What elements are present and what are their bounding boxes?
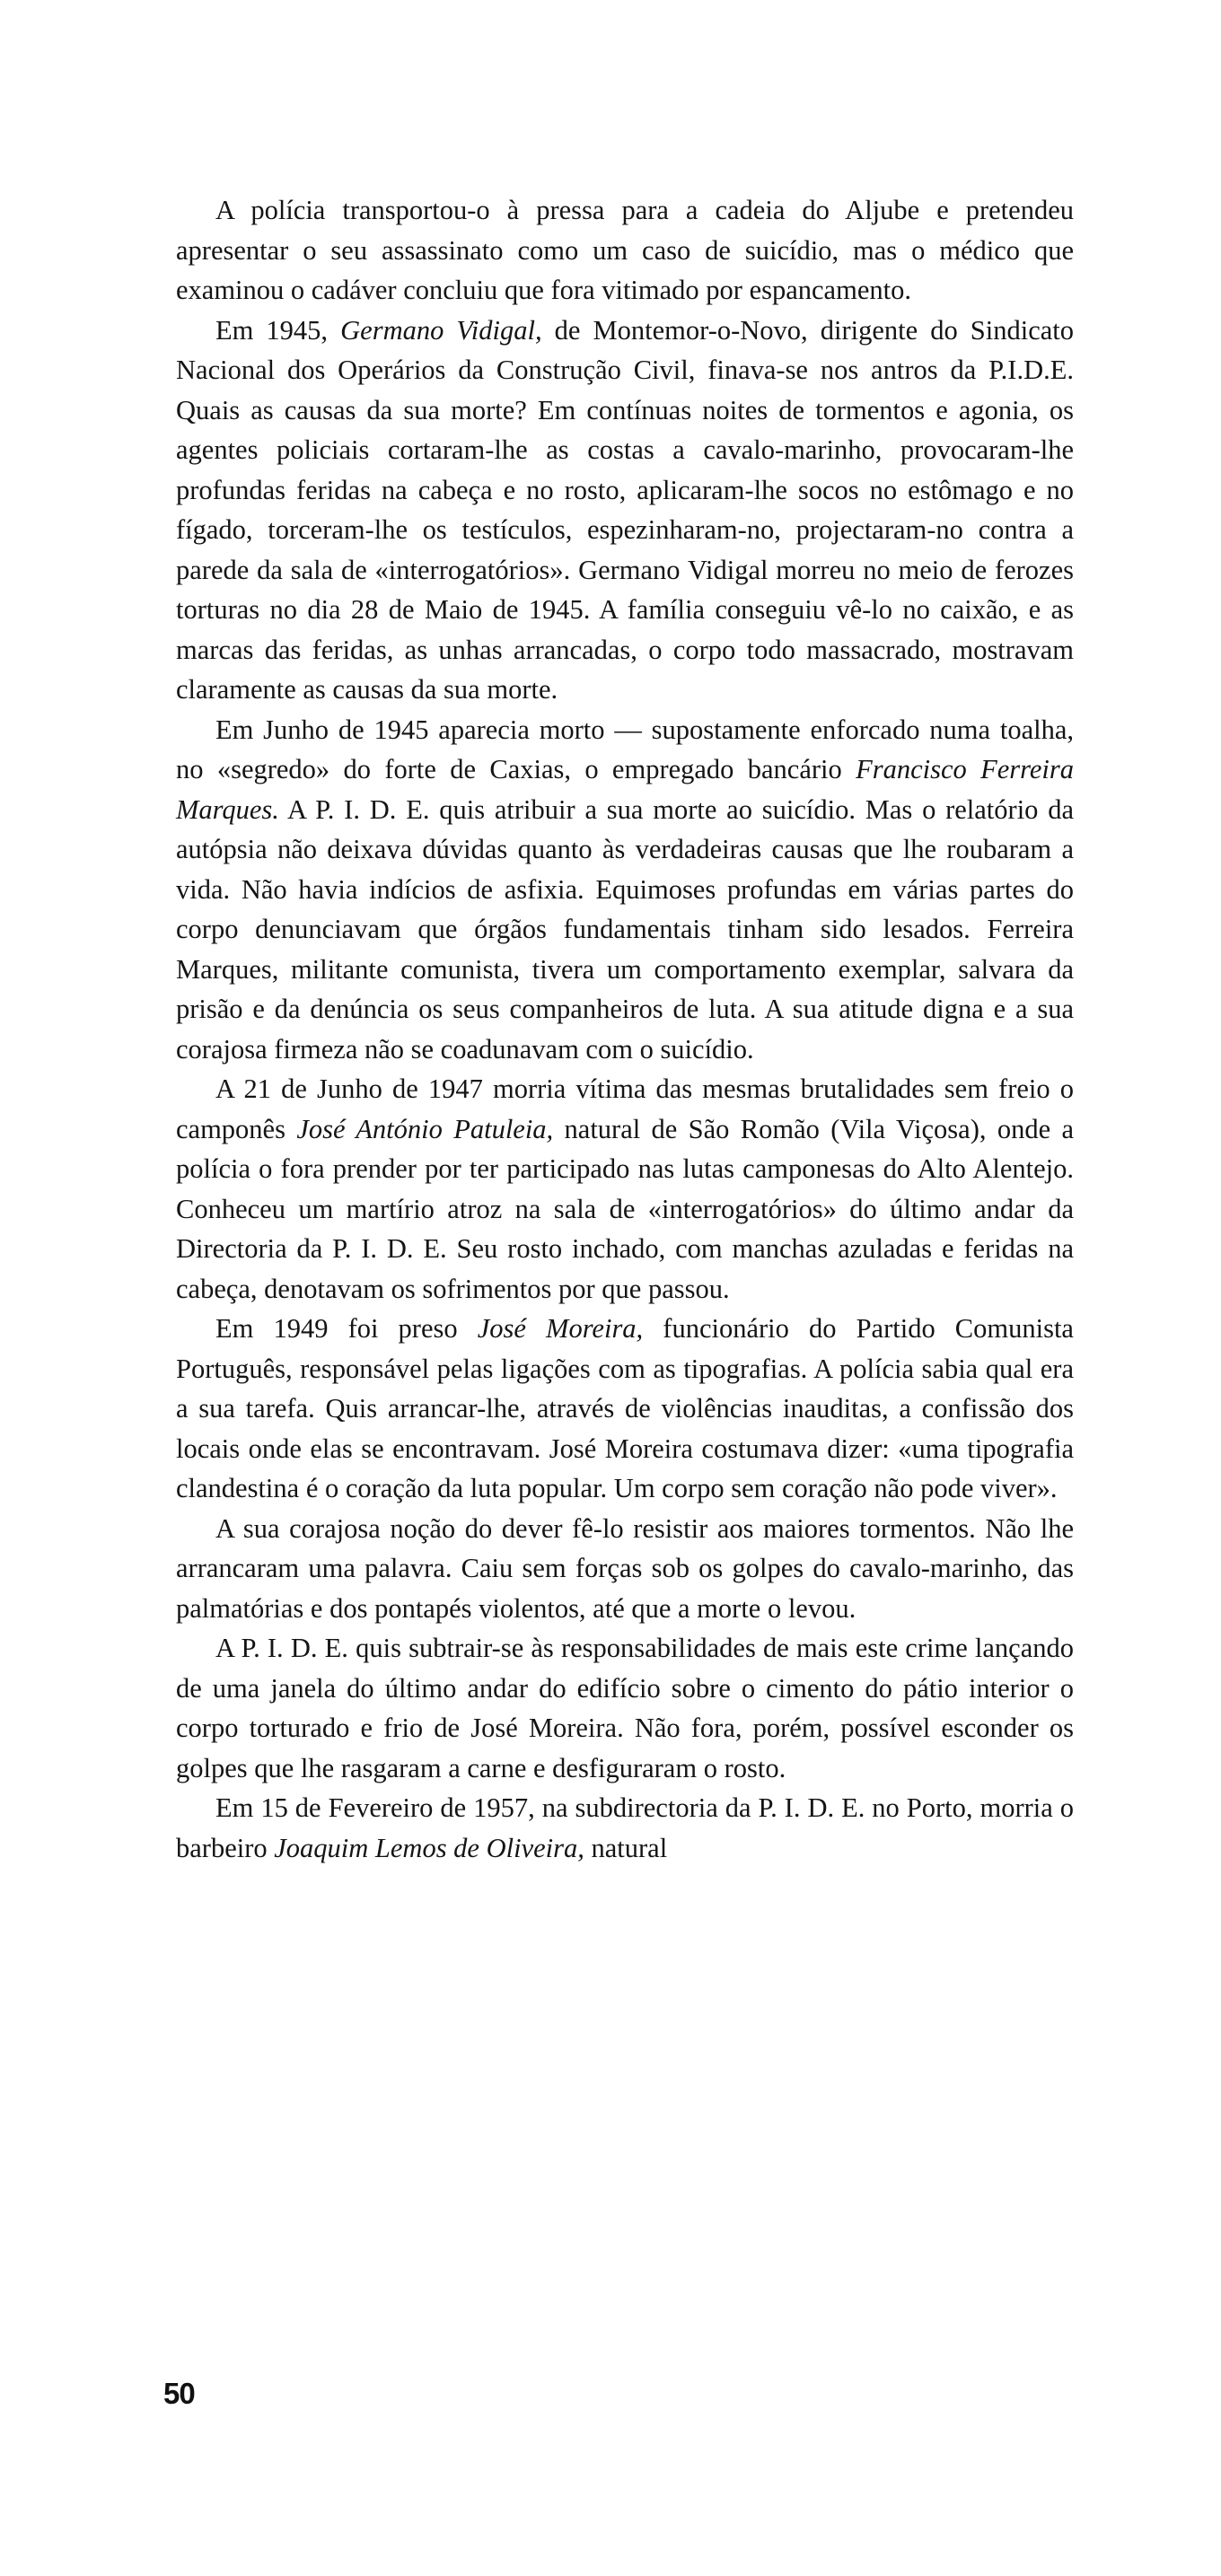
paragraph (176, 1788, 1074, 1868)
person-name: Germano Vidigal, (340, 314, 542, 346)
text-run: natural de São Romão (Vila Viçosa), onde a polícia o fora prender por ter participado nas lutas camponesas do Alto Alentejo. Conheceu um martírio atroz na sala de «interrogatórios» do último andar da Directoria da P. I. D. E. Seu rosto inchado, com manchas azuladas e feridas na cabeça, denotavam os sofrimentos por que passou. (176, 1113, 1075, 1304)
paragraph (176, 710, 1074, 1070)
text-run: Em Junho de 1945 aparecia morto — supostamente enforcado numa toalha, no «segredo» do forte de Caxias, o empregado bancário (176, 714, 1074, 784)
text-run: A P. I. D. E. quis subtrair-se às responsabilidades de mais este crime lançando de uma janela do último andar do edifício sobre o cimento do pátio interior o corpo torturado e frio de José Moreira. Não fora, porém, possível esconder os golpes que lhe rasgaram a carne e desfiguraram o rosto. (176, 1633, 1074, 1783)
person-name: Francisco Ferreira Marques. (176, 754, 1075, 825)
text-run: de Montemor-o-Novo, dirigente do Sindicato Nacional dos Operários da Construção Civil, finava-se nos antros da P.I.D.E. Quais as causas da sua morte? Em contínuas noites de tormentos e agonia, os agentes policiais cortaram-lhe as costas a cavalo-marinho, provocaram-lhe profundas feridas na cabeça e no rosto, aplicaram-lhe socos no estômago e no fígado, torceram-lhe os testículos, espezinharam-no, projectaram-no contra a parede da sala de «interrogatórios». Germano Vidigal morreu no meio de ferozes torturas no dia 28 de Maio de 1945. A família conseguiu vê-lo no caixão, e as marcas das feridas, as unhas arrancadas, o corpo todo massacrado, mostravam claramente as causas da sua morte. (176, 314, 1074, 705)
text-run: Em 1945, (215, 314, 341, 346)
text-run: A sua corajosa noção do dever fê-lo resistir aos maiores tormentos. Não lhe arrancaram uma palavra. Caiu sem forças sob os golpes do cavalo-marinho, das palmatórias e dos pontapés violentos, até que a morte o levou. (176, 1512, 1074, 1624)
person-name: Joaquim Lemos de Oliveira, (274, 1832, 584, 1863)
paragraph (176, 1509, 1074, 1629)
paragraph (176, 311, 1074, 710)
text-run: Em 1949 foi preso (215, 1313, 478, 1344)
paragraph (176, 1309, 1074, 1509)
paragraph (176, 1069, 1074, 1309)
person-name: José António Patuleia, (296, 1113, 554, 1144)
text-run: Em 15 de Fevereiro de 1957, na subdirectoria da P. I. D. E. no Porto, morria o barbeiro (176, 1792, 1074, 1863)
text-run: A polícia transportou-o à pressa para a cadeia do Aljube e pretendeu apresentar o seu assassinato como um caso de suicídio, mas o médico que examinou o cadáver concluiu que fora vitimado por espancamento. (176, 195, 1074, 305)
text-run: A P. I. D. E. quis atribuir a sua morte ao suicídio. Mas o relatório da autópsia não deixava dúvidas quanto às verdadeiras causas que lhe roubaram a vida. Não havia indícios de asfixia. Equimoses profundas em várias partes do corpo denunciavam que órgãos fundamentais tinham sido lesados. Ferreira Marques, militante comunista, tivera um comportamento exemplar, salvara da prisão e da denúncia os seus companheiros de luta. A sua atitude digna e a sua corajosa firmeza não se coadunavam com o suicídio. (176, 793, 1074, 1065)
paragraph (176, 190, 1074, 311)
document-page (176, 190, 1074, 1868)
text-run: A 21 de Junho de 1947 morria vítima das mesmas brutalidades sem freio o camponês (176, 1073, 1074, 1144)
page-number: 50 (163, 2377, 195, 2410)
paragraph (176, 1628, 1074, 1788)
person-name: José Moreira, (477, 1313, 644, 1344)
text-run: funcionário do Partido Comunista Português, responsável pelas ligações com as tipografias. A polícia sabia qual era a sua tarefa. Quis arrancar-lhe, através de violências inauditas, a confissão dos locais onde elas se encontravam. José Moreira costumava dizer: «uma tipografia clandestina é o coração da luta popular. Um corpo sem coração não pode viver». (176, 1313, 1074, 1503)
body-text (176, 190, 1074, 1868)
text-run: natural (584, 1832, 668, 1863)
